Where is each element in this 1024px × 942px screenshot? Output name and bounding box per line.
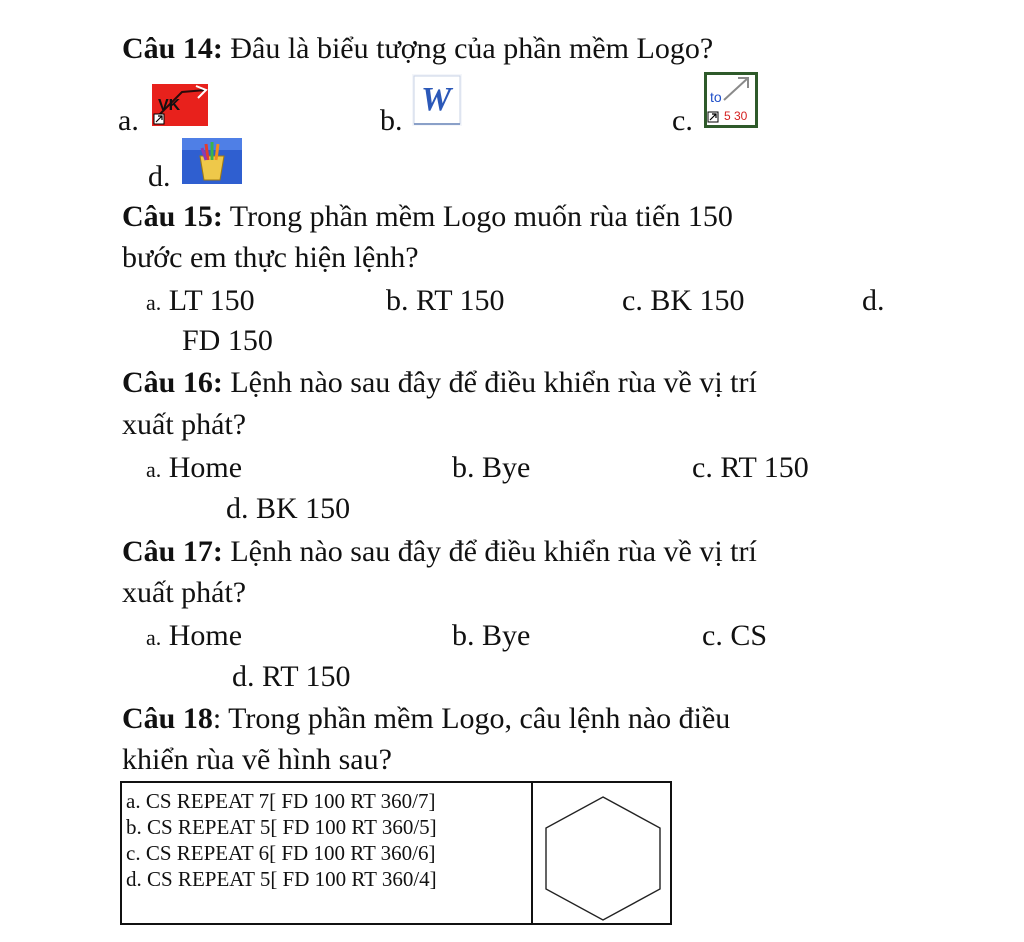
word-icon <box>412 74 462 126</box>
q16-option-d: d. BK 150 <box>226 492 351 525</box>
question-18-title <box>122 702 730 736</box>
paint-icon <box>182 138 242 184</box>
question-16-title <box>122 366 757 400</box>
question-16-number: Câu 16: <box>122 366 223 399</box>
q17-option-a-text: Home <box>161 619 243 652</box>
hexagon-shape <box>546 797 660 920</box>
q17-option-a-letter: a. <box>146 625 162 650</box>
q14-option-c-label: c. <box>672 104 693 137</box>
q15-option-a-letter: a. <box>146 290 162 315</box>
question-15-text-line2: bước em thực hiện lệnh? <box>122 241 419 274</box>
q17-option-c: c. CS <box>702 619 768 652</box>
q14-option-b-label: b. <box>380 104 403 137</box>
icon-a-text: VK <box>158 97 181 114</box>
answer-table <box>120 781 672 925</box>
q18-option-a: a. CS REPEAT 7[ FD 100 RT 360/7] <box>126 789 436 813</box>
question-15-number: Câu 15: <box>122 200 223 233</box>
question-17-number: Câu 17: <box>122 535 223 568</box>
question-18-number: Câu 18 <box>122 702 213 735</box>
q17-option-a <box>146 619 242 655</box>
q15-option-a <box>146 284 255 320</box>
hexagon-figure <box>533 783 671 923</box>
q18-option-c: c. CS REPEAT 6[ FD 100 RT 360/6] <box>126 841 436 865</box>
q18-option-b: b. CS REPEAT 5[ FD 100 RT 360/5] <box>126 815 437 839</box>
question-16-text-line1: Lệnh nào sau đây để điều khiển rùa về vị trí <box>222 366 757 399</box>
q15-option-d-letter: d. <box>862 284 885 317</box>
q14-option-a-label: a. <box>118 104 139 137</box>
q15-option-a-text: LT 150 <box>161 284 255 317</box>
logo-turtle-icon <box>704 72 758 128</box>
question-17-text-line1: Lệnh nào sau đây để điều khiển rùa về vị trí <box>222 535 757 568</box>
q17-option-b: b. Bye <box>452 619 531 652</box>
logo-vk-icon <box>152 84 208 126</box>
q16-option-a-text: Home <box>161 451 243 484</box>
q17-option-d: d. RT 150 <box>232 660 351 693</box>
question-15-text-line1: Trong phần mềm Logo muốn rùa tiến 150 <box>222 200 733 233</box>
icon-c-text: to <box>710 89 722 105</box>
q16-option-b: b. Bye <box>452 451 531 484</box>
q15-option-c: c. BK 150 <box>622 284 745 317</box>
question-17-title <box>122 535 757 569</box>
question-14-title <box>122 32 713 66</box>
question-18-text-line1: : Trong phần mềm Logo, câu lệnh nào điều <box>212 702 731 735</box>
question-16-text-line2: xuất phát? <box>122 408 247 441</box>
question-14-number: Câu 14: <box>122 32 223 65</box>
svg-text:5 30: 5 30 <box>724 109 748 123</box>
question-18-text-line2: khiển rùa vẽ hình sau? <box>122 743 392 776</box>
q16-option-c: c. RT 150 <box>692 451 809 484</box>
q18-option-d: d. CS REPEAT 5[ FD 100 RT 360/4] <box>126 867 437 891</box>
q16-option-a <box>146 451 242 487</box>
question-17-text-line2: xuất phát? <box>122 576 247 609</box>
q15-option-d-text: FD 150 <box>182 324 273 357</box>
question-14-text: Đâu là biểu tượng của phần mềm Logo? <box>222 32 714 65</box>
q14-option-d-label: d. <box>148 160 171 193</box>
q15-option-b: b. RT 150 <box>386 284 505 317</box>
q16-option-a-letter: a. <box>146 457 162 482</box>
question-15-title <box>122 200 733 234</box>
svg-text:W: W <box>421 81 452 118</box>
